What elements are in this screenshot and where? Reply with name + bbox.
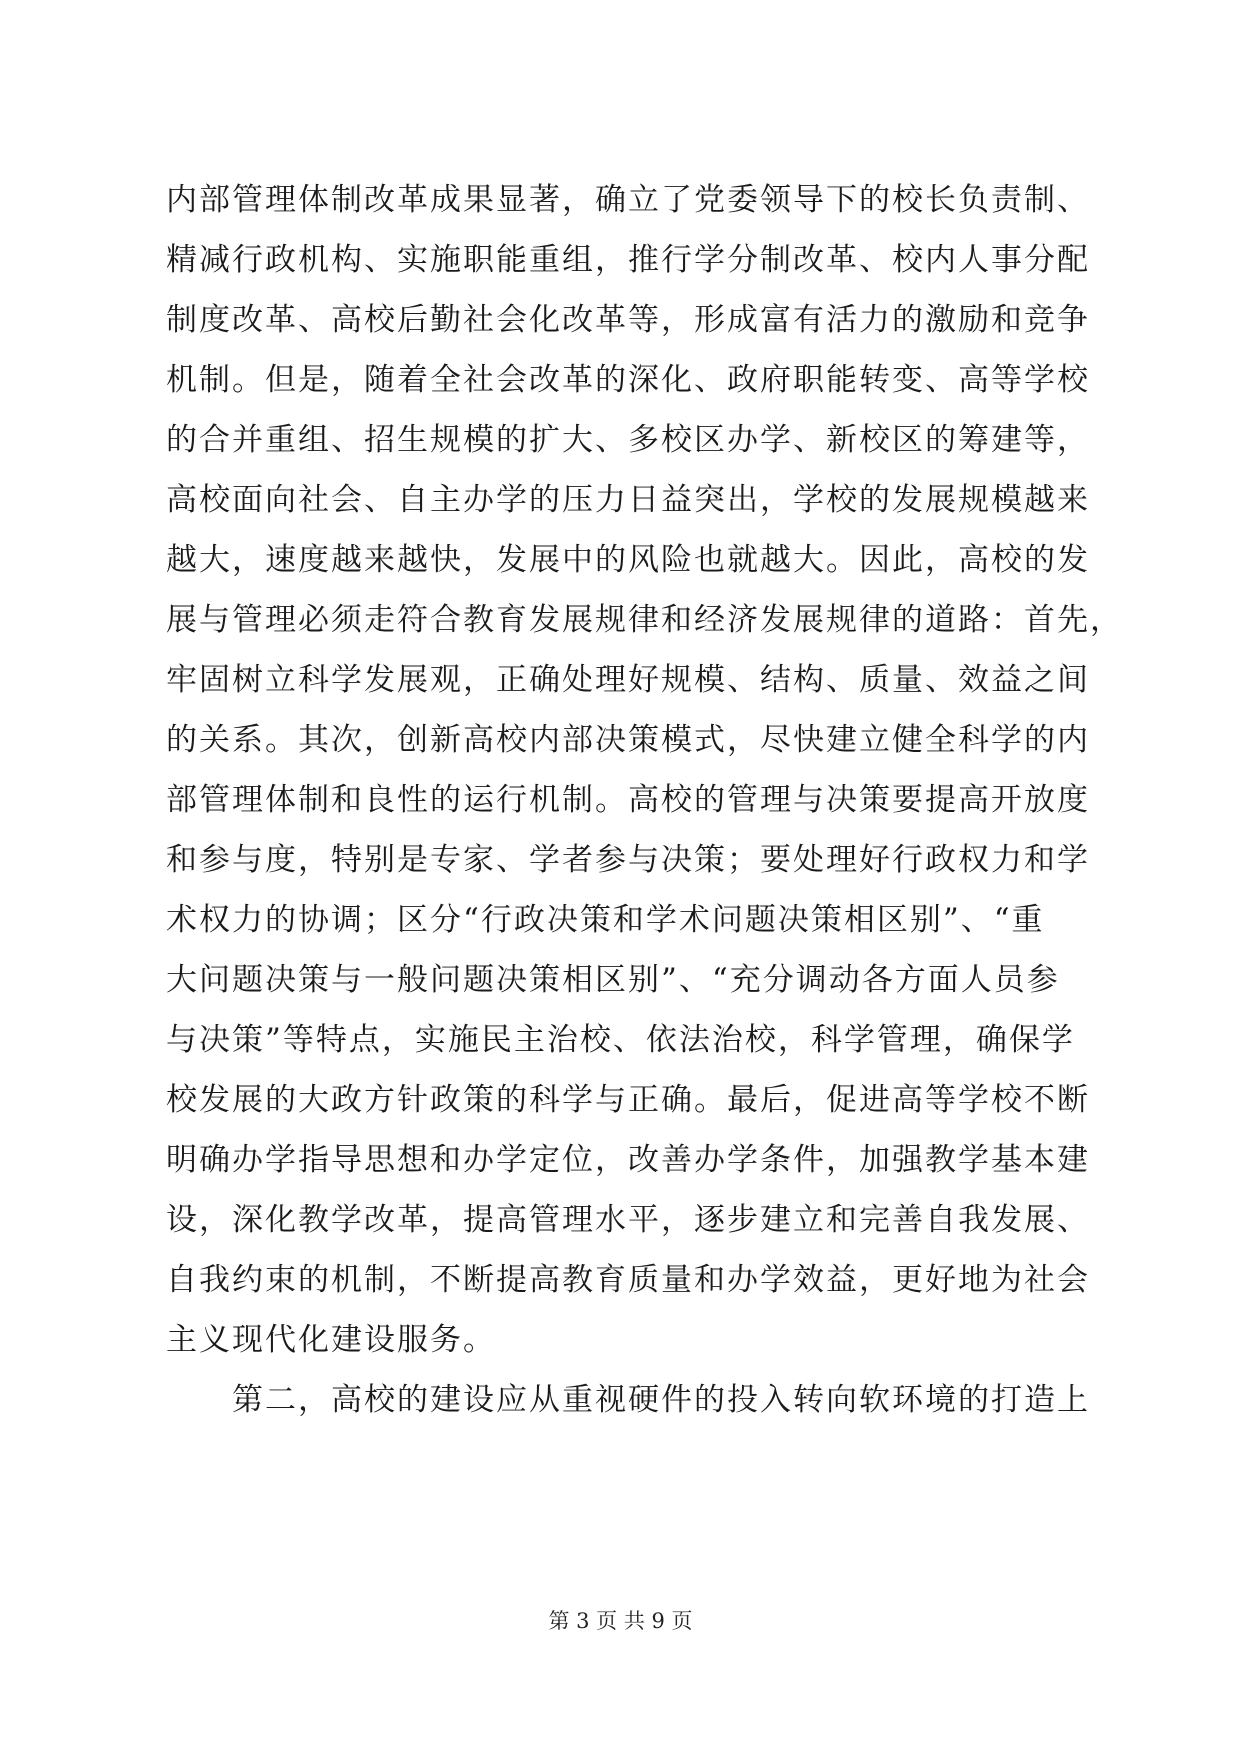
text-line: 越大，速度越来越快，发展中的风险也就越大。因此，高校的发	[166, 542, 1090, 578]
text-line: 牢固树立科学发展观，正确处理好规模、结构、质量、效益之间	[166, 662, 1090, 698]
text-line: 和参与度，特别是专家、学者参与决策；要处理好行政权力和学	[166, 842, 1090, 878]
text-line: 自我约束的机制，不断提高教育质量和办学效益，更好地为社会	[166, 1262, 1090, 1298]
text-line: 的关系。其次，创新高校内部决策模式，尽快建立健全科学的内	[166, 722, 1090, 758]
body-text	[166, 170, 1123, 1430]
text-line: 部管理体制和良性的运行机制。高校的管理与决策要提高开放度	[166, 782, 1090, 818]
text-line: 主义现代化建设服务。	[166, 1322, 496, 1358]
text-line: 与决策”等特点，实施民主治校、依法治校，科学管理，确保学	[166, 1022, 1075, 1058]
text-line: 精减行政机构、实施职能重组，推行学分制改革、校内人事分配	[166, 242, 1090, 278]
text-line: 内部管理体制改革成果显著，确立了党委领导下的校长负责制、	[166, 182, 1090, 218]
paragraph-1	[166, 170, 1123, 1370]
text-line: 高校面向社会、自主办学的压力日益突出，学校的发展规模越来	[166, 482, 1090, 518]
text-line: 校发展的大政方针政策的科学与正确。最后，促进高等学校不断	[166, 1082, 1090, 1118]
text-line: 展与管理必须走符合教育发展规律和经济发展规律的道路：首先，	[166, 602, 1123, 638]
text-line: 的合并重组、招生规模的扩大、多校区办学、新校区的筹建等，	[166, 422, 1090, 458]
text-line: 制度改革、高校后勤社会化改革等，形成富有活力的激励和竞争	[166, 302, 1090, 338]
text-line: 设，深化教学改革，提高管理水平，逐步建立和完善自我发展、	[166, 1202, 1090, 1238]
paragraph-2	[166, 1370, 1090, 1430]
text-line: 机制。但是，随着全社会改革的深化、政府职能转变、高等学校	[166, 362, 1090, 398]
text-line: 第二，高校的建设应从重视硬件的投入转向软环境的打造上	[232, 1382, 1090, 1418]
text-line: 大问题决策与一般问题决策相区别”、“充分调动各方面人员参	[166, 962, 1060, 998]
text-line: 明确办学指导思想和办学定位，改善办学条件，加强教学基本建	[166, 1142, 1090, 1178]
text-line: 术权力的协调；区分“行政决策和学术问题决策相区别”、“重	[166, 902, 1045, 938]
page-number-footer: 第 3 页 共 9 页	[548, 1609, 693, 1633]
